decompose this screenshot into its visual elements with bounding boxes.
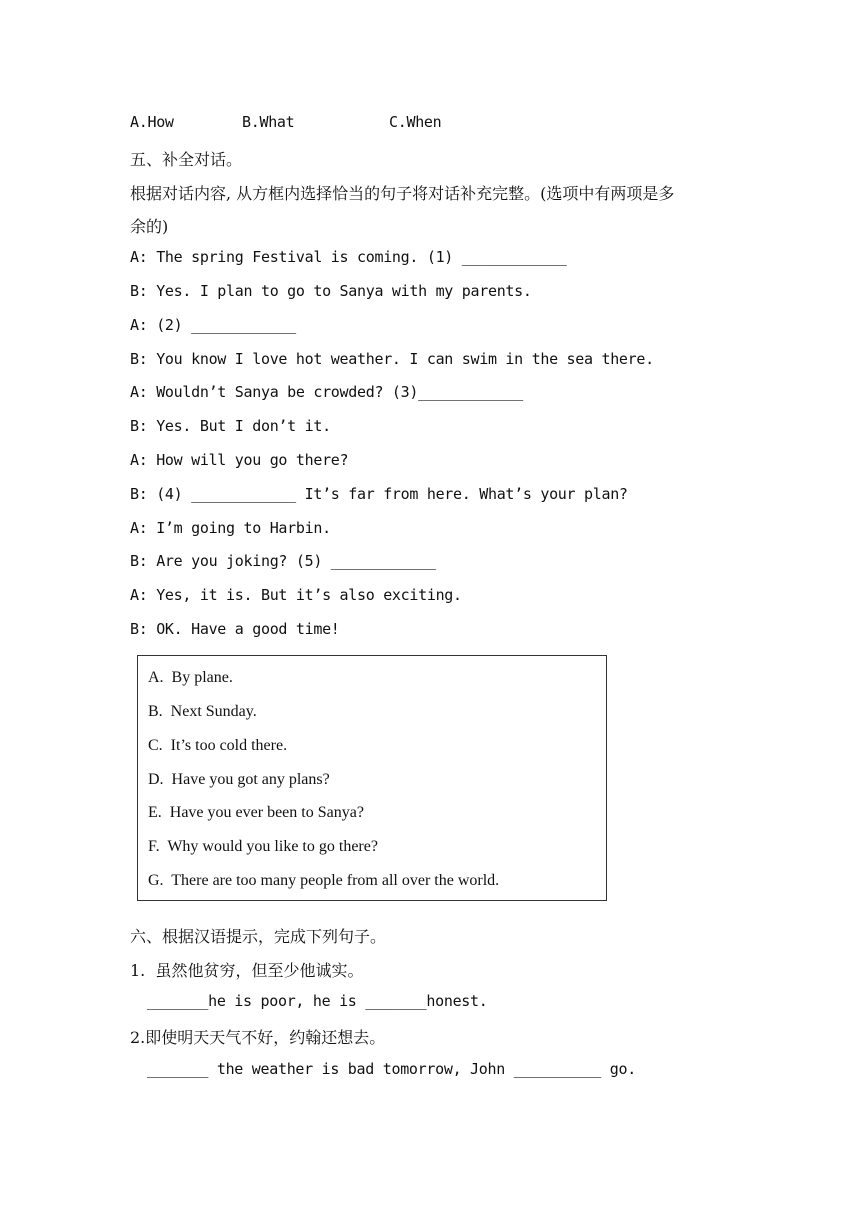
dialogue-line: B: OK. Have a good time! <box>130 620 340 638</box>
dialogue-line: B: Yes. But I don’t it. <box>130 417 331 435</box>
option-b: B.What <box>242 113 295 131</box>
dialogue-line: A: Wouldn’t Sanya be crowded? (3)____________ <box>130 383 523 401</box>
question1-chinese: 1. 虽然他贫穷，但至少他诚实。 <box>130 961 364 980</box>
question2-english: _______ the weather is bad tomorrow, John __________ go. <box>147 1060 636 1078</box>
choice-item: E. Have you ever been to Sanya? <box>148 804 364 821</box>
choice-item: C. It’s too cold there. <box>148 737 288 754</box>
question2-chinese: 2.即使明天天气不好，约翰还想去。 <box>130 1028 386 1047</box>
dialogue-line: A: (2) ____________ <box>130 316 296 334</box>
choice-item: B. Next Sunday. <box>148 703 257 720</box>
choices-box <box>137 655 607 901</box>
choice-item: F. Why would you like to go there? <box>148 838 378 855</box>
choice-item: A. By plane. <box>148 669 233 686</box>
dialogue-line: B: Are you joking? (5) ____________ <box>130 552 436 570</box>
choice-item: D. Have you got any plans? <box>148 771 330 788</box>
dialogue-line: A: Yes, it is. But it’s also exciting. <box>130 586 462 604</box>
section5-title: 五、补全对话。 <box>130 150 243 169</box>
option-c: C.When <box>389 113 442 131</box>
section6-title: 六、根据汉语提示，完成下列句子。 <box>130 927 387 946</box>
dialogue-line: A: I’m going to Harbin. <box>130 519 331 537</box>
choice-item: G. There are too many people from all over the world. <box>148 872 500 889</box>
dialogue-line: A: How will you go there? <box>130 451 349 469</box>
dialogue-line: A: The spring Festival is coming. (1) ____________ <box>130 248 567 266</box>
dialogue-line: B: (4) ____________ It’s far from here. What’s your plan? <box>130 485 628 503</box>
question1-english: _______he is poor, he is _______honest. <box>147 992 488 1010</box>
dialogue-line: B: Yes. I plan to go to Sanya with my parents. <box>130 282 532 300</box>
section5-instruction-line2: 余的) <box>130 217 169 236</box>
option-a: A.How <box>130 113 174 131</box>
section5-instruction-line1: 根据对话内容, 从方框内选择恰当的句子将对话补充完整。(选项中有两项是多 <box>130 184 675 203</box>
dialogue-line: B: You know I love hot weather. I can swim in the sea there. <box>130 350 654 368</box>
